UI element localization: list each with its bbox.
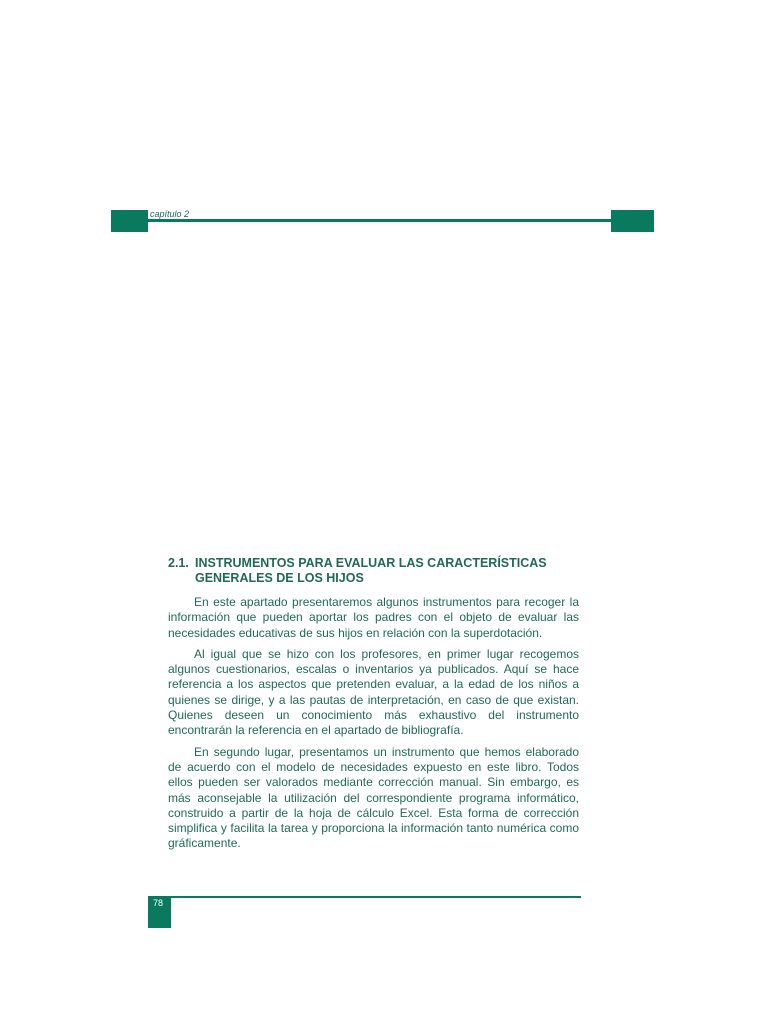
header-block-right [611, 210, 654, 232]
paragraph: En segundo lugar, presentamos un instrumento que hemos elaborado de acuerdo con el modelo de necesidades expuesto en este libro. Todos ellos pueden ser valorados mediante corrección manual. Sin embargo, es más aconsejable la utilización del correspondiente programa informático, construido a partir de la hoja de cálculo Excel. Esta forma de corrección simplifica y facilita la tarea y proporciona la información tanto numérica como gráficamente. [168, 744, 579, 851]
header-rule [148, 219, 611, 222]
paragraph: Al igual que se hizo con los profesores, en primer lugar recogemos algunos cuestionarios, escalas o inventarios ya publicados. Aquí se hace referencia a los aspectos que pretenden evaluar, a la edad de los niños a quienes se dirige, y a las pautas de interpretación, en caso de que existan. Quienes deseen un conocimiento más exhaustivo del instrumento encontrarán la referencia en el apartado de bibliografía. [168, 646, 579, 738]
paragraph: En este apartado presentaremos algunos instrumentos para recoger la información que pueden aportar los padres con el objeto de evaluar las necesidades educativas de sus hijos en relación con la superdotación. [168, 595, 579, 640]
header-block-left [111, 210, 148, 232]
section-heading [168, 556, 579, 586]
footer-rule [148, 896, 581, 898]
section-content [168, 556, 579, 858]
chapter-label: capítulo 2 [150, 209, 190, 219]
page-number: 78 [153, 898, 164, 908]
section-number: 2.1. [168, 556, 189, 570]
section-title: INSTRUMENTOS PARA EVALUAR LAS CARACTERÍSTICAS GENERALES DE LOS HIJOS [195, 556, 547, 585]
